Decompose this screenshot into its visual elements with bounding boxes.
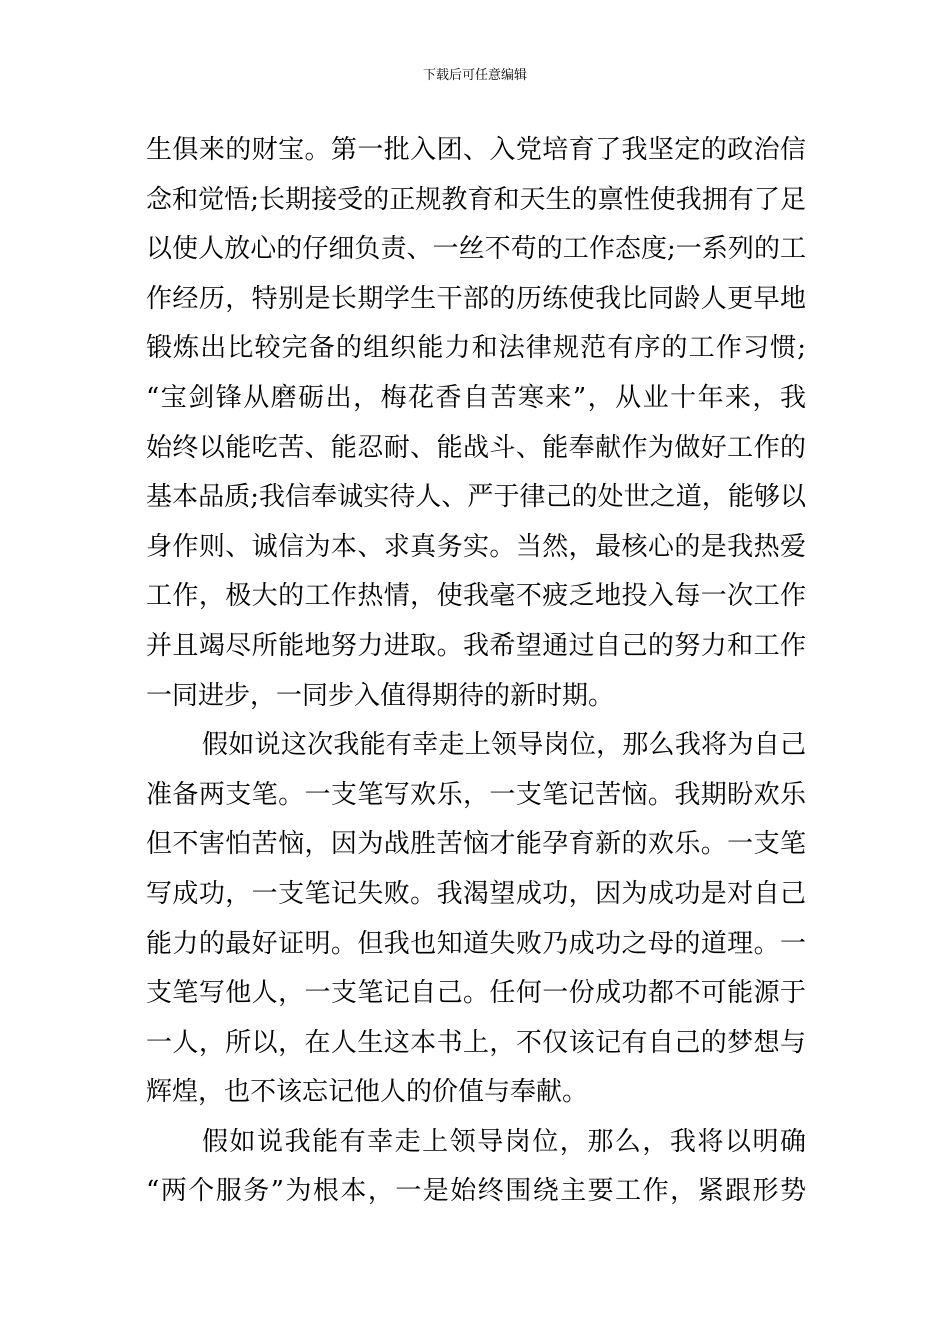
text-line: “两个服务”为根本，一是始终围绕主要工作，紧跟形势 (146, 1176, 806, 1207)
document-body (146, 126, 806, 1217)
text-line: 辉煌，也不该忘记他人的价值与奉献。 (146, 1077, 589, 1108)
text-line: 念和觉悟;长期接受的正规教育和天生的禀性使我拥有了足 (146, 184, 806, 215)
text-line: 写成功，一支笔记失败。我渴望成功，因为成功是对自己 (146, 878, 806, 909)
text-line: 假如说这次我能有幸走上领导岗位，那么我将为自己 (202, 730, 806, 761)
text-line: 以使人放心的仔细负责、一丝不苟的工作态度;一系列的工 (146, 234, 806, 265)
text-line: 准备两支笔。一支笔写欢乐，一支笔记苦恼。我期盼欢乐 (146, 779, 806, 810)
text-line: 假如说我能有幸走上领导岗位，那么，我将以明确 (202, 1126, 806, 1157)
text-line: “宝剑锋从磨砺出，梅花香自苦寒来”，从业十年来，我 (146, 382, 806, 413)
text-line: 锻炼出比较完备的组织能力和法律规范有序的工作习惯; (146, 333, 806, 364)
paragraph (146, 721, 806, 1118)
text-line: 一同进步，一同步入值得期待的新时期。 (146, 680, 615, 711)
text-line: 并且竭尽所能地努力进取。我希望通过自己的努力和工作 (146, 630, 806, 661)
text-line: 一人，所以，在人生这本书上，不仅该记有自己的梦想与 (146, 1027, 806, 1058)
paragraph (146, 126, 806, 721)
text-line: 支笔写他人，一支笔记自己。任何一份成功都不可能源于 (146, 978, 806, 1009)
text-line: 身作则、诚信为本、求真务实。当然，最核心的是我热爱 (146, 531, 806, 562)
text-line: 工作，极大的工作热情，使我毫不疲乏地投入每一次工作 (146, 581, 806, 612)
paragraph (146, 1118, 806, 1217)
text-line: 作经历，特别是长期学生干部的历练使我比同龄人更早地 (146, 283, 806, 314)
text-line: 基本品质;我信奉诚实待人、严于律己的处世之道，能够以 (146, 482, 806, 513)
text-line: 始终以能吃苦、能忍耐、能战斗、能奉献作为做好工作的 (146, 432, 806, 463)
page-header-note: 下载后可任意编辑 (422, 68, 527, 83)
text-line: 能力的最好证明。但我也知道失败乃成功之母的道理。一 (146, 928, 806, 959)
text-line: 但不害怕苦恼，因为战胜苦恼才能孕育新的欢乐。一支笔 (146, 829, 806, 860)
text-line: 生俱来的财宝。第一批入团、入党培育了我坚定的政治信 (146, 135, 806, 165)
